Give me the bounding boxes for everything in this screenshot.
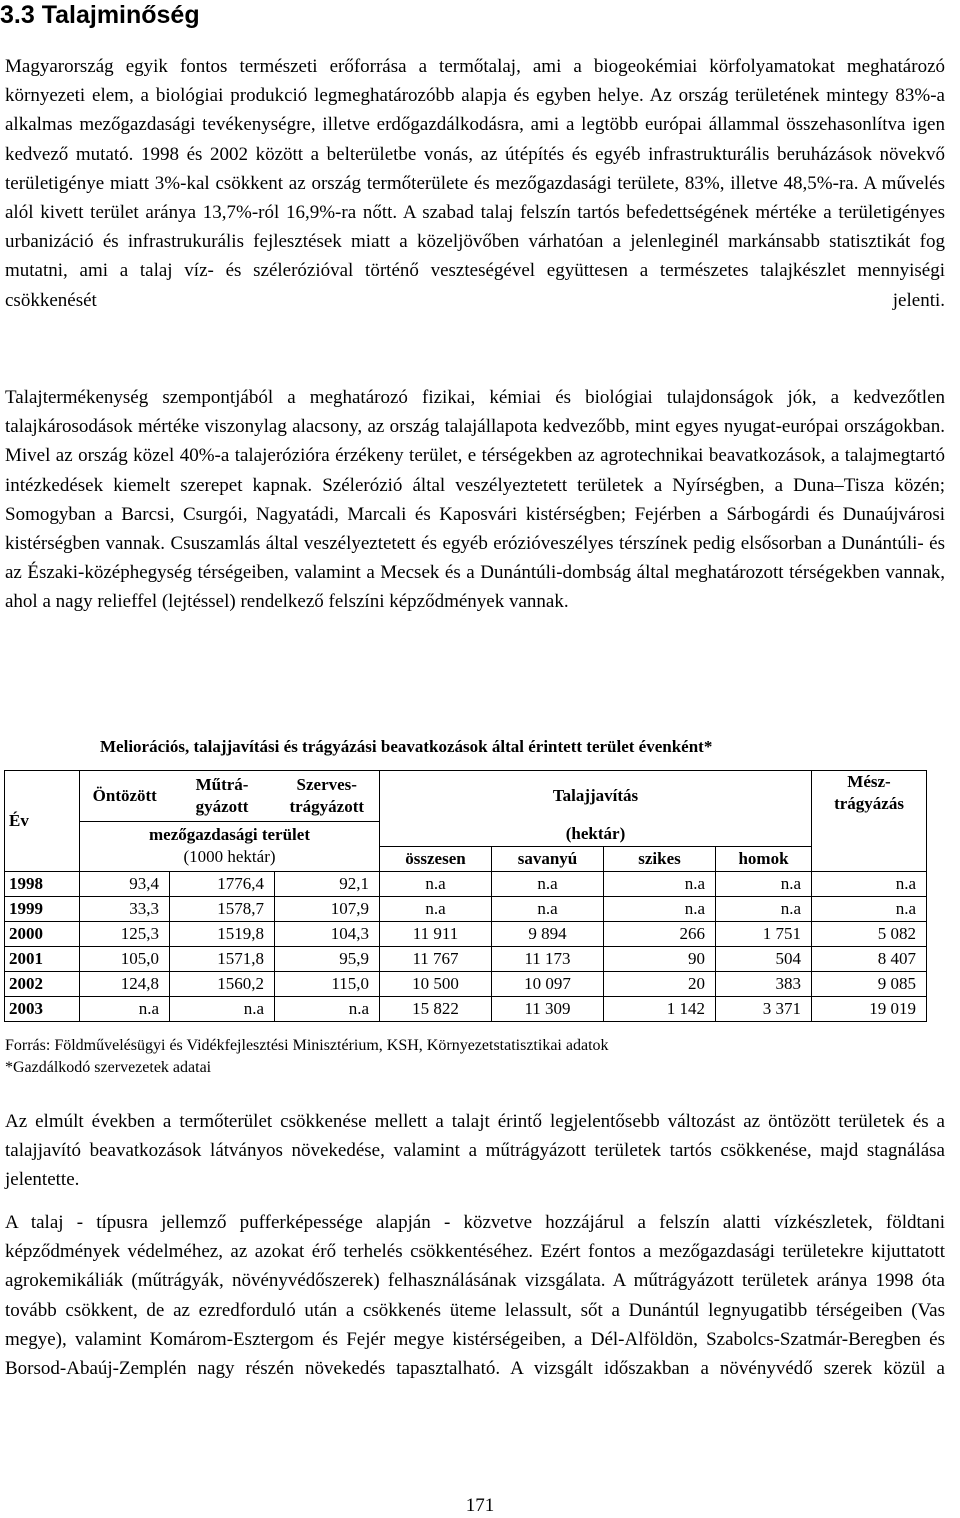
cell-ev: 2001	[5, 946, 80, 971]
cell-ev: 1998	[5, 871, 80, 896]
cell-mutragyazott: 1578,7	[170, 896, 275, 921]
cell-mutragyazott: 1519,8	[170, 921, 275, 946]
table-header-row-2	[5, 822, 927, 847]
table-header-row-1	[5, 771, 927, 822]
cell-savanyu: 11 173	[492, 946, 604, 971]
cell-mutragyazott: 1560,2	[170, 971, 275, 996]
cell-mesz: 5 082	[812, 921, 927, 946]
table-row	[5, 971, 927, 996]
cell-savanyu: 11 309	[492, 996, 604, 1021]
section-heading: 3.3 Talajminőség	[0, 1, 200, 29]
cell-ev: 2003	[5, 996, 80, 1021]
cell-szerves: 95,9	[275, 946, 380, 971]
cell-ontozott: 33,3	[80, 896, 170, 921]
table-title: Meliorációs, talajjavítási és trágyázási beavatkozások által érintett terület évenként*	[100, 737, 713, 756]
cell-osszesen: 11 911	[380, 921, 492, 946]
header-szervestragyazott: Szerves- trágyázott	[275, 771, 380, 822]
cell-homok: n.a	[716, 871, 812, 896]
paragraph-buffer-capacity: A talaj - típusra jellemző pufferképessége alapján - közvetve hozzájárul a felszín alatti vízkészletek, földtani képződmények védelméhez, az azokat érő terhelés csökkentéséhez. Ezért fontos a mezőgazdasági területekre kijuttatott agrokemikáliák (műtrágyák, növényvédőszerek) felhasználásának vizsgálata. A műtrágyázott területek aránya 1998 óta tovább csökkent, de az ezredforduló után a csökkenés üteme lelassult, sőt a Dunántúl legnyugatibb térségeiben (Vas megye), valamint Komárom-Esztergom és Fejér megye kistérségeiben, a Dél-Alföldön, Szabolcs-Szatmár-Beregben és Borsod-Abaúj-Zemplén nagy részén növekedés tapasztalható. A vizsgált időszakban a növényvédő szerek közül a	[5, 1212, 945, 1380]
cell-mesz: n.a	[812, 871, 927, 896]
cell-ontozott: 125,3	[80, 921, 170, 946]
table-row	[5, 896, 927, 921]
header-mesztragyazas: Mész- trágyázás	[812, 771, 927, 872]
header-year: Év	[5, 771, 80, 872]
cell-osszesen: n.a	[380, 871, 492, 896]
cell-szikes: 266	[604, 921, 716, 946]
cell-szikes: 20	[604, 971, 716, 996]
table-source: Forrás: Földművelésügyi és Vidékfejlesztési Minisztérium, KSH, Környezetstatisztikai adatok	[5, 1037, 609, 1054]
cell-mesz: 9 085	[812, 971, 927, 996]
cell-savanyu: 10 097	[492, 971, 604, 996]
cell-ev: 2000	[5, 921, 80, 946]
cell-szikes: n.a	[604, 896, 716, 921]
cell-mesz: 19 019	[812, 996, 927, 1021]
cell-szikes: 1 142	[604, 996, 716, 1021]
cell-szerves: 104,3	[275, 921, 380, 946]
table-row	[5, 946, 927, 971]
header-unit-hektar: (hektár)	[380, 822, 812, 847]
cell-szikes: 90	[604, 946, 716, 971]
table-footnote: *Gazdálkodó szervezetek adatai	[5, 1059, 212, 1076]
header-osszesen: összesen	[380, 846, 492, 871]
cell-osszesen: 10 500	[380, 971, 492, 996]
header-unit-1000ha: mezőgazdasági terület (1000 hektár)	[80, 822, 380, 872]
cell-ev: 1999	[5, 896, 80, 921]
cell-ev: 2002	[5, 971, 80, 996]
cell-mutragyazott: 1571,8	[170, 946, 275, 971]
cell-osszesen: 11 767	[380, 946, 492, 971]
header-mutragyazott: Műtrá- gyázott	[170, 771, 275, 822]
cell-ontozott: 124,8	[80, 971, 170, 996]
cell-savanyu: n.a	[492, 896, 604, 921]
cell-homok: 383	[716, 971, 812, 996]
cell-savanyu: n.a	[492, 871, 604, 896]
table-row	[5, 871, 927, 896]
cell-ontozott: n.a	[80, 996, 170, 1021]
cell-homok: 1 751	[716, 921, 812, 946]
cell-szikes: n.a	[604, 871, 716, 896]
cell-osszesen: n.a	[380, 896, 492, 921]
melioration-table	[4, 770, 927, 1022]
header-szikes: szikes	[604, 846, 716, 871]
cell-savanyu: 9 894	[492, 921, 604, 946]
cell-szerves: 92,1	[275, 871, 380, 896]
cell-homok: 3 371	[716, 996, 812, 1021]
paragraph-soil-fertility: Talajtermékenység szempontjából a meghatározó fizikai, kémiai és biológiai tulajdonságok jók, a kedvezőtlen talajkárosodások mértéke viszonylag alacsony, az ország talajállapota kedvezőbb, mint egyes nyugat-európai országokban. Mivel az ország közel 40%-a talajerózióra érzékeny terület, e térségekben az agrotechnikai beavatkozások, a talajmegtartó intézkedések kiemelt szerepet kapnak. Szélerózió által veszélyeztetett területek a Nyírségben, a Duna–Tisza közén; Somogyban a Barcsi, Csurgói, Nagyatádi, Marcali és Kaposvári kistérségben; Fejérben a Sárbogárdi és Dunaújvárosi kistérségben vannak. Csuszamlás által veszélyeztetett és egyéb erózióveszélyes térszínek pedig elsősorban a Dunántúli- és az Északi-középhegység térségeiben, valamint a Mecsek és a Dunántúli-dombság által meghatározott térségekben vannak, ahol a nagy relieffel (lejtéssel) rendelkező felszíni képződmények vannak.	[5, 387, 945, 613]
cell-mesz: n.a	[812, 896, 927, 921]
header-ontozott: Öntözött	[80, 771, 170, 822]
page-number: 171	[465, 1495, 495, 1516]
paragraph-recent-changes: Az elmúlt években a termőterület csökkenése mellett a talajt érintő legjelentősebb változást az öntözött területek és a talajjavító beavatkozások látványos növekedése, valamint a műtrágyázott területek tartós csökkenése, majd stagnálása jelentette.	[5, 1111, 945, 1191]
cell-homok: 504	[716, 946, 812, 971]
cell-osszesen: 15 822	[380, 996, 492, 1021]
cell-szerves: n.a	[275, 996, 380, 1021]
cell-homok: n.a	[716, 896, 812, 921]
cell-mesz: 8 407	[812, 946, 927, 971]
cell-ontozott: 105,0	[80, 946, 170, 971]
header-talajjavitas: Talajjavítás	[380, 771, 812, 822]
header-savanyu: savanyú	[492, 846, 604, 871]
paragraph-soil-resources: Magyarország egyik fontos természeti erőforrása a termőtalaj, ami a biogeokémiai körfolyamatokat meghatározó környezeti elem, a biológiai produkció legmeghatározóbb alapja és egyben helye. Az ország területének mintegy 83%-a alkalmas mezőgazdasági tevékenységre, illetve erdőgazdálkodásra, ami a legtöbb európai állammal összehasonlítva igen kedvező mutató. 1998 és 2002 között a belterületbe vonás, az útépítés és egyéb infrastrukturális beruházások növekvő területigénye miatt 3%-kal csökkent az ország termőterülete és mezőgazdasági területe, 83%, illetve 48,5%-ra. A művelés alól kivett terület aránya 13,7%-ról 16,9%-ra nőtt. A szabad talaj felszín tartós befedettségének mértéke a területigényes urbanizáció és infrastrukurális fejlesztések miatt a közeljövőben várhatóan a jelenleginél markánsabb statisztikát fog mutatni, ami a talaj víz- és szélerózióval történő veszteségével együttesen a természetes talajkészlet mennyiségi csökkenését jelenti.	[5, 56, 945, 311]
cell-szerves: 107,9	[275, 896, 380, 921]
cell-ontozott: 93,4	[80, 871, 170, 896]
table-row	[5, 996, 927, 1021]
cell-mutragyazott: n.a	[170, 996, 275, 1021]
header-homok: homok	[716, 846, 812, 871]
cell-szerves: 115,0	[275, 971, 380, 996]
table-body	[5, 871, 927, 1021]
table-row	[5, 921, 927, 946]
cell-mutragyazott: 1776,4	[170, 871, 275, 896]
